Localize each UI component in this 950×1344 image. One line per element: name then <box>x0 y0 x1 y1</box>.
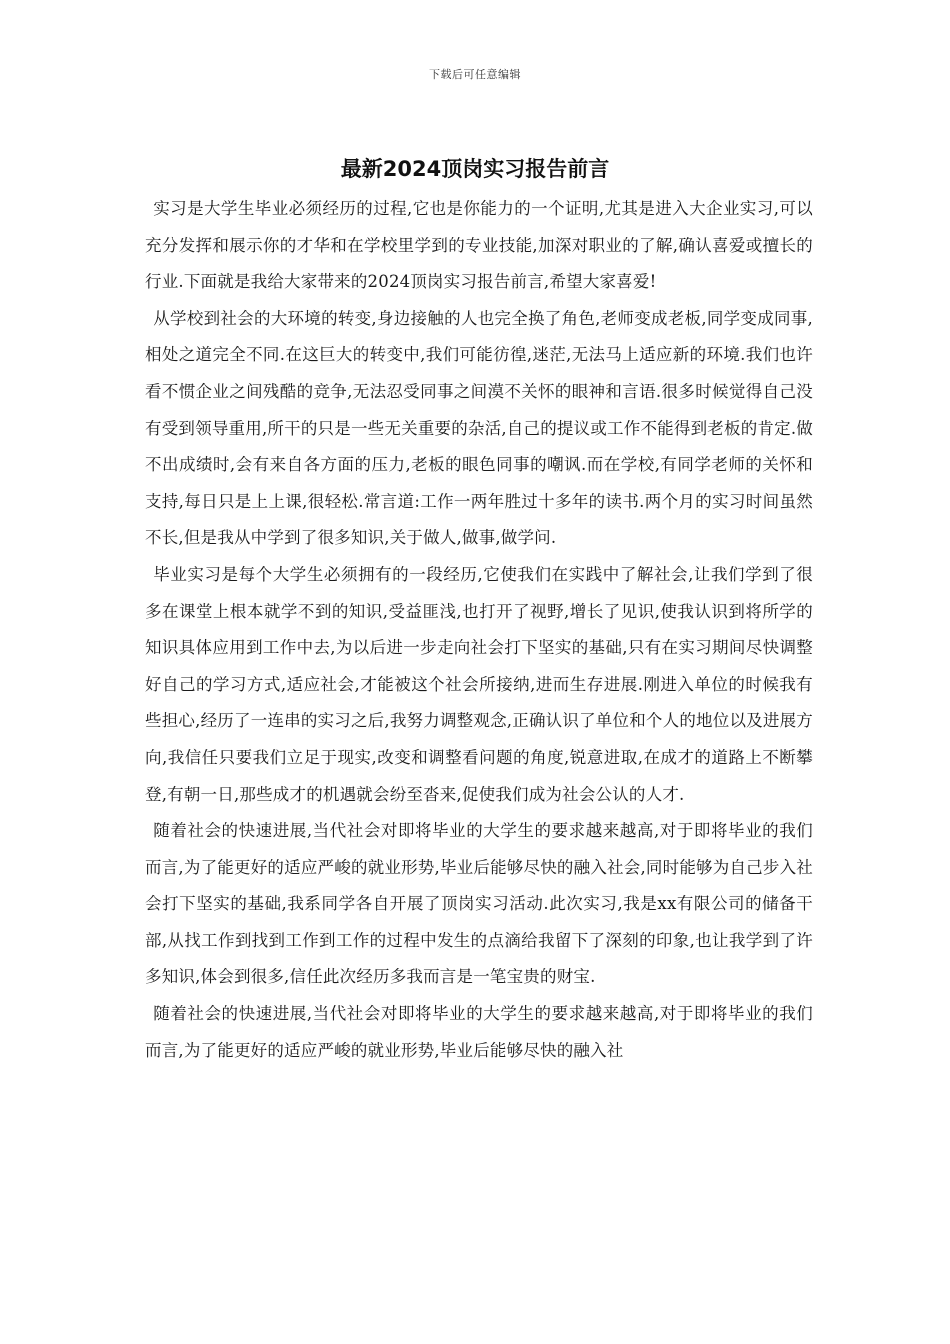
paragraph: 毕业实习是每个大学生必须拥有的一段经历,它使我们在实践中了解社会,让我们学到了很多在课堂上根本就学不到的知识,受益匪浅,也打开了视野,增长了见识,使我认识到将所学的知识具体应用到工作中去,为以后进一步走向社会打下坚实的基础,只有在实习期间尽快调整好自己的学习方式,适应社会,才能被这个社会所接纳,进而生存进展.刚进入单位的时候我有些担心,经历了一连串的实习之后,我努力调整观念,正确认识了单位和个人的地位以及进展方向,我信任只要我们立足于现实,改变和调整看问题的角度,锐意进取,在成才的道路上不断攀登,有朝一日,那些成才的机遇就会纷至沓来,促使我们成为社会公认的人才. <box>145 564 813 804</box>
paragraph: 从学校到社会的大环境的转变,身边接触的人也完全换了角色,老师变成老板,同学变成同事,相处之道完全不同.在这巨大的转变中,我们可能彷徨,迷茫,无法马上适应新的环境.我们也许看不惯企业之间残酷的竞争,无法忍受同事之间漠不关怀的眼神和言语.很多时候觉得自己没有受到领导重用,所干的只是一些无关重要的杂活,自己的提议或工作不能得到老板的肯定.做不出成绩时,会有来自各方面的压力,老板的眼色同事的嘲讽.而在学校,有同学老师的关怀和支持,每日只是上上课,很轻松.常言道:工作一两年胜过十多年的读书.两个月的实习时间虽然不长,但是我从中学到了很多知识,关于做人,做事,做学问. <box>145 308 813 548</box>
document-body <box>145 191 813 1069</box>
header-note: 下载后可任意编辑 <box>429 68 521 81</box>
document-title: 最新2024顶岗实习报告前言 <box>340 157 610 181</box>
paragraph: 随着社会的快速进展,当代社会对即将毕业的大学生的要求越来越高,对于即将毕业的我们而言,为了能更好的适应严峻的就业形势,毕业后能够尽快的融入社 <box>145 1004 813 1060</box>
paragraph: 随着社会的快速进展,当代社会对即将毕业的大学生的要求越来越高,对于即将毕业的我们而言,为了能更好的适应严峻的就业形势,毕业后能够尽快的融入社会,同时能够为自己步入社会打下坚实的基础,我系同学各自开展了顶岗实习活动.此次实习,我是xx有限公司的储备干部,从找工作到找到工作到工作的过程中发生的点滴给我留下了深刻的印象,也让我学到了许多知识,体会到很多,信任此次经历多我而言是一笔宝贵的财宝. <box>145 821 813 987</box>
paragraph: 实习是大学生毕业必须经历的过程,它也是你能力的一个证明,尤其是进入大企业实习,可以充分发挥和展示你的才华和在学校里学到的专业技能,加深对职业的了解,确认喜爱或擅长的行业.下面就是我给大家带来的2024顶岗实习报告前言,希望大家喜爱! <box>145 199 813 292</box>
